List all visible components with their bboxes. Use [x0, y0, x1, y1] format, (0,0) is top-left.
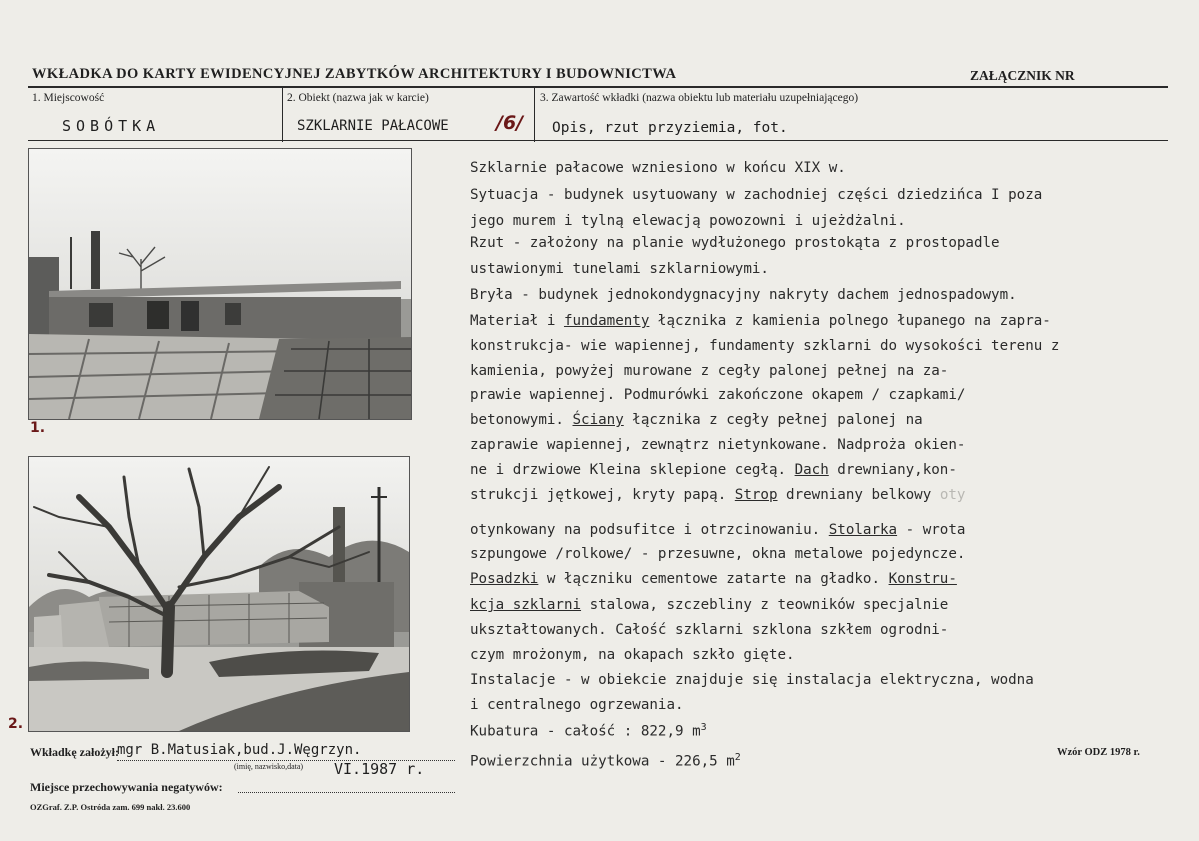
desc-line-15: [470, 522, 965, 538]
desc-line-22: i centralnego ogrzewania.: [470, 697, 684, 713]
desc-line-16: szpungowe /rolkowe/ - przesuwne, okna metalowe pojedyncze.: [470, 546, 966, 562]
desc-line-15-a: otynkowany na podsufitce i otrzcinowaniu.: [470, 522, 829, 538]
annex-label: ZAŁĄCZNIK NR: [970, 68, 1075, 83]
desc-line-15-c: - wrota: [897, 522, 966, 538]
field-divider-2: [534, 88, 535, 142]
desc-line-3: jego murem i tylną elewacją powozowni i ujeżdżalni.: [470, 213, 906, 229]
desc-line-2: Sytuacja - budynek usytuowany w zachodniej części dziedzińca I poza: [470, 187, 1043, 203]
desc-line-17: [470, 571, 957, 587]
desc-line-1: Szklarnie pałacowe wzniesiono w końcu XIX w.: [470, 160, 846, 176]
field-divider-1: [282, 88, 283, 142]
desc-line-11-a: betonowymi.: [470, 412, 573, 428]
desc-line-24: [470, 752, 741, 770]
desc-line-20: czym mrożonym, na okapach szkło gięte.: [470, 647, 795, 663]
field-content-value: Opis, rzut przyziemia, fot.: [552, 120, 788, 136]
desc-line-8: konstrukcja- wie wapiennej, fundamenty szklarni do wysokości terenu z: [470, 338, 1060, 354]
header-rule: [28, 86, 1168, 88]
desc-line-13-a: ne i drzwiowe Kleina sklepione cegłą.: [470, 462, 795, 478]
field-object-number: /6/: [496, 112, 524, 134]
field-locality-value: SOBÓTKA: [62, 117, 161, 135]
storage-dotted-line: [238, 792, 455, 793]
desc-line-11-c: łącznika z cegły pełnej palonej na: [623, 412, 923, 428]
author-value: mgr B.Matusiak,bud.J.Węgrzyn.: [117, 742, 362, 758]
desc-line-10: prawie wapiennej. Podmurówki zakończone okapem / czapkami/: [470, 387, 966, 403]
desc-line-19: ukształtowanych. Całość szklarni szklona szkłem ogrodni-: [470, 622, 949, 638]
photo-1-image: [29, 149, 411, 419]
desc-line-21: Instalacje - w obiekcie znajduje się instalacja elektryczna, wodna: [470, 672, 1034, 688]
desc-line-14: [470, 487, 965, 503]
form-title: WKŁADKA DO KARTY EWIDENCYJNEJ ZABYTKÓW ARCHITEKTURY I BUDOWNICTWA: [32, 66, 677, 82]
desc-line-14-c: drewniany belkowy: [777, 487, 940, 503]
field-locality-label: 1. Miejscowość: [32, 92, 105, 104]
desc-line-13: [470, 462, 957, 478]
desc-underlined-fundamenty: fundamenty: [563, 313, 650, 329]
desc-kubatura-exponent: 3: [700, 722, 707, 733]
desc-powierzchnia-exponent: 2: [734, 752, 741, 763]
desc-underlined-strop: Strop: [734, 487, 778, 503]
field-object-value: SZKLARNIE PAŁACOWE: [297, 118, 449, 134]
desc-line-14-a: strukcji jętkowej, kryty papą.: [470, 487, 735, 503]
field-content-label: 3. Zawartość wkładki (nazwa obiektu lub materiału uzupełniającego): [540, 92, 859, 104]
desc-line-18: [470, 597, 948, 613]
desc-line-6: Bryła - budynek jednokondygnacyjny nakryty dachem jednospadowym.: [470, 287, 1017, 303]
printer-info: OZGraf. Z.P. Ostróda zam. 699 nakł. 23.600: [30, 802, 191, 812]
desc-underlined-dach: Dach: [794, 462, 829, 478]
desc-underlined-kcja-szklarni: kcja szklarni: [470, 597, 582, 613]
desc-underlined-konstru: Konstru-: [888, 571, 957, 587]
desc-underlined-posadzki: Posadzki: [470, 571, 539, 587]
desc-line-7: [470, 313, 1051, 329]
desc-line-12: zaprawie wapiennej, zewnątrz nietynkowane. Nadproża okien-: [470, 437, 966, 453]
desc-line-9: kamienia, powyżej murowane z cegły palonej pełnej na za-: [470, 363, 949, 379]
photo-2-image: [29, 457, 409, 731]
desc-powierzchnia: Powierzchnia użytkowa - 226,5 m: [470, 753, 735, 770]
desc-line-18-c: stalowa, szczebliny z teowników specjalnie: [581, 597, 949, 613]
desc-line-23: [470, 722, 707, 740]
photo-1: [28, 148, 412, 420]
photo-2: [28, 456, 410, 732]
desc-faded-fragment: oty: [939, 487, 966, 503]
photo-2-number: 2.: [8, 716, 24, 732]
author-label: Wkładkę założył:: [30, 745, 119, 759]
desc-underlined-stolarka: Stolarka: [828, 522, 898, 538]
desc-underlined-sciany: Ściany: [572, 412, 624, 428]
field-object-label: 2. Obiekt (nazwa jak w karcie): [287, 92, 429, 104]
desc-line-13-c: drewniany,kon-: [828, 462, 957, 478]
storage-label: Miejsce przechowywania negatywów:: [30, 780, 223, 794]
author-hint: (imię, nazwisko,data): [234, 762, 304, 771]
desc-line-7-a: Materiał i: [470, 313, 564, 329]
desc-line-17-c: w łączniku cementowe zatarte na gładko.: [538, 571, 889, 587]
model-info: Wzór ODZ 1978 r.: [1057, 747, 1140, 758]
desc-line-11: [470, 412, 923, 428]
desc-kubatura: Kubatura - całość : 822,9 m: [470, 723, 701, 740]
photo-1-number: 1.: [30, 420, 46, 436]
date-value: VI.1987 r.: [334, 760, 425, 778]
field-row-rule: [28, 140, 1168, 141]
desc-line-7-c: łącznika z kamienia polnego łupanego na zapra-: [649, 313, 1051, 329]
desc-line-5: ustawionymi tunelami szklarniowymi.: [470, 261, 769, 277]
desc-line-4: Rzut - założony na planie wydłużonego prostokąta z prostopadle: [470, 235, 1000, 251]
